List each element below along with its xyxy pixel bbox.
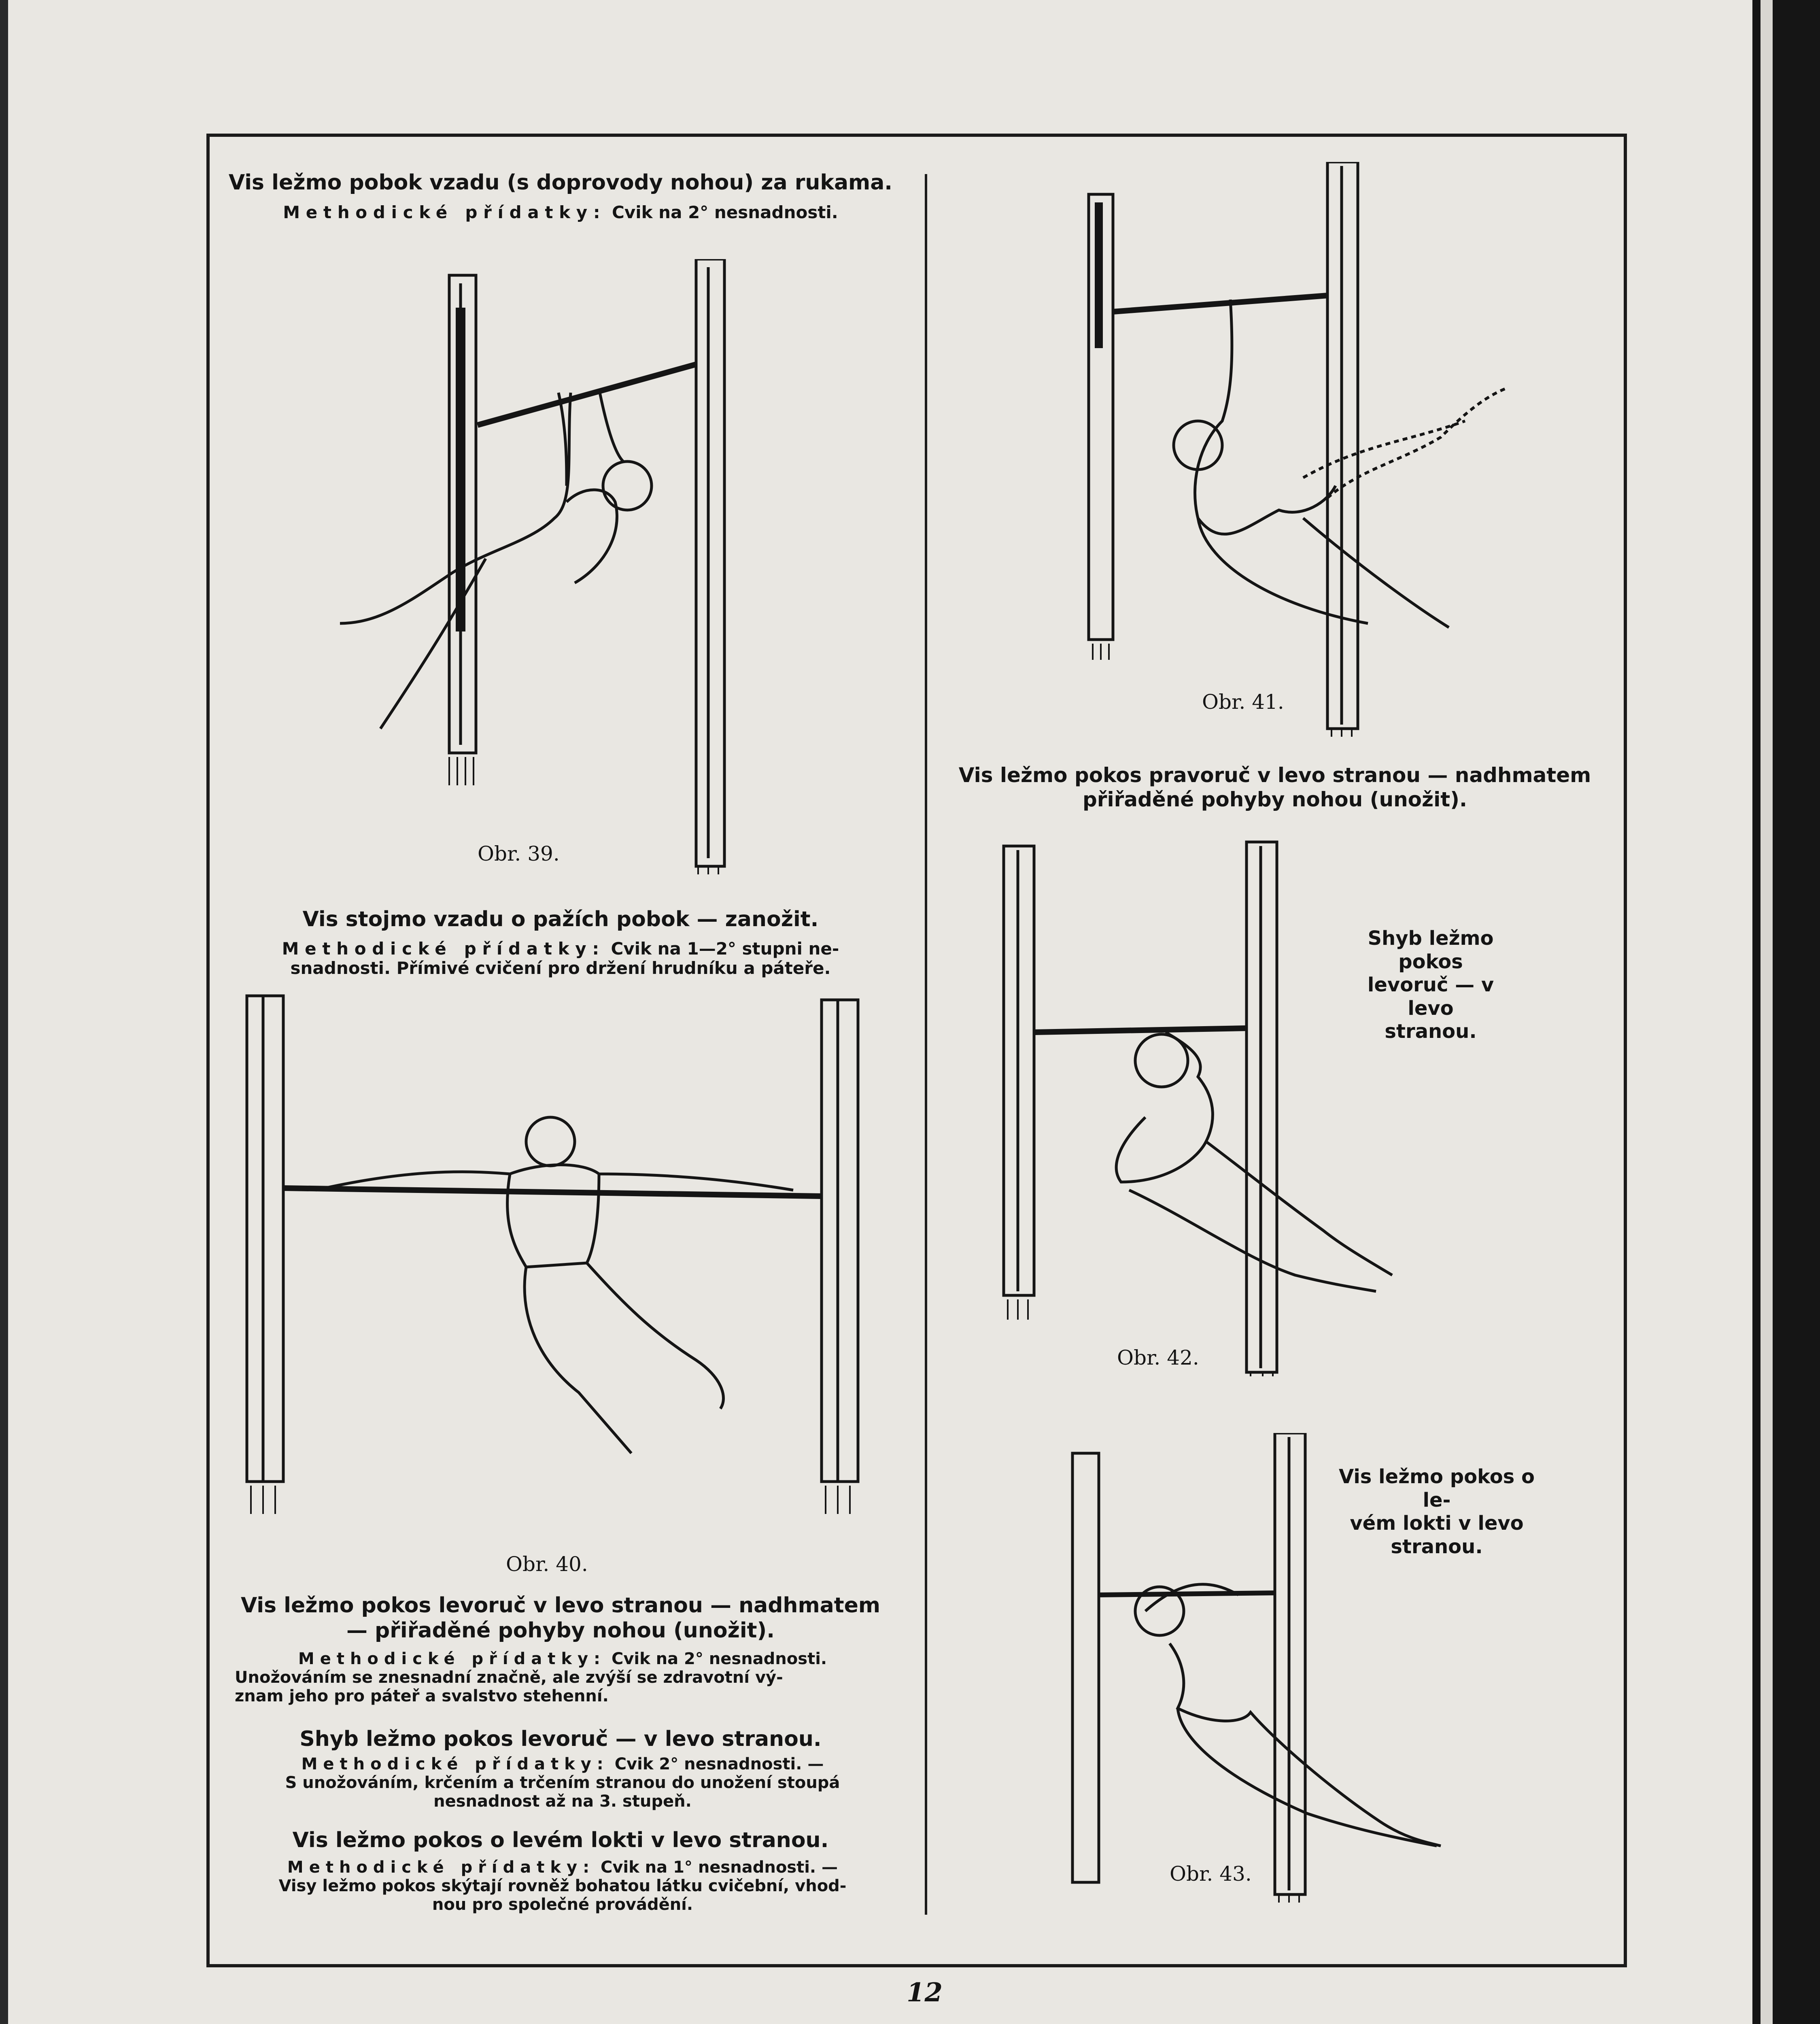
exercise-45-side-title bbox=[1350, 927, 1512, 1044]
note-text-1: Cvik na 2° nesnadnosti. bbox=[611, 1650, 827, 1668]
note-text-1: Cvik na 1° nesnadnosti. — bbox=[601, 1858, 838, 1877]
note-text: Cvik na 2° nesnadnosti. bbox=[612, 202, 838, 222]
title-line-3: stranou. bbox=[1391, 1535, 1483, 1558]
exercise-41-title bbox=[227, 1593, 894, 1643]
exercise-43-note bbox=[235, 1858, 890, 1914]
note-label: Methodické přídatky: bbox=[301, 1755, 609, 1773]
note-text-3: znam jeho pro páteř a svalstvo stehenní. bbox=[235, 1687, 609, 1705]
figure-41-caption: Obr. 41. bbox=[1202, 690, 1284, 714]
note-text-2: S unožováním, krčením a trčením stranou do unožení stoupá bbox=[285, 1773, 840, 1792]
title-line-1: Shyb ležmo pokos bbox=[1368, 927, 1494, 973]
note-text-2: Unožováním se znesnadní značně, ale zvýší se zdravotní vý- bbox=[235, 1668, 783, 1687]
scan-edge-left bbox=[0, 0, 8, 2024]
title-line-2: přiřaděné pohyby nohou (unožit). bbox=[1083, 788, 1467, 811]
note-label: Methodické přídatky: bbox=[287, 1858, 595, 1877]
note-label: Methodické přídatky: bbox=[283, 202, 606, 222]
note-text-1: Cvik na 1—2° stupni ne- bbox=[611, 939, 839, 959]
figure-40-caption: Obr. 40. bbox=[506, 1552, 588, 1576]
exercise-43-title: Vis ležmo pokos o levém lokti v levo stranou. bbox=[292, 1828, 829, 1852]
exercise-39-note bbox=[227, 202, 894, 223]
exercise-41-note bbox=[235, 1650, 890, 1705]
title-line-1: Vis ležmo pokos o le- bbox=[1339, 1465, 1535, 1512]
note-text-2: Visy ležmo pokos skýtají rovněž bohatou látku cvičební, vhod- bbox=[278, 1877, 847, 1895]
figure-40-illustration bbox=[235, 988, 890, 1526]
title-line-1: Vis ležmo pokos pravoruč v levo stranou — nadhmatem bbox=[958, 763, 1591, 787]
exercise-42-title: Shyb ležmo pokos levoruč — v levo stranou. bbox=[299, 1727, 822, 1751]
exercise-46-side-title bbox=[1336, 1465, 1538, 1558]
title-line-1: Vis ležmo pokos levoruč v levo stranou — nadhmatem bbox=[240, 1593, 881, 1618]
figure-42-illustration bbox=[988, 834, 1425, 1376]
note-label: Methodické přídatky: bbox=[282, 939, 605, 959]
exercise-39-title: Vis ležmo pobok vzadu (s doprovody nohou) za rukama. bbox=[228, 170, 893, 195]
title-line-2: vém lokti v levo bbox=[1350, 1512, 1524, 1535]
note-text-3: nou pro společné provádění. bbox=[432, 1895, 693, 1914]
column-divider bbox=[925, 174, 927, 1915]
exercise-42-note bbox=[235, 1755, 890, 1811]
figure-39-caption: Obr. 39. bbox=[478, 842, 560, 865]
exercise-44-title bbox=[935, 763, 1615, 812]
scan-edge-right bbox=[1752, 0, 1820, 2024]
note-text-3: nesnadnost až na 3. stupeň. bbox=[433, 1792, 692, 1811]
figure-43-caption: Obr. 43. bbox=[1170, 1862, 1252, 1886]
exercise-40-title: Vis stojmo vzadu o pažích pobok — zanožit. bbox=[302, 907, 819, 931]
title-line-2: — přiřaděné pohyby nohou (unožit). bbox=[346, 1618, 775, 1643]
exercise-40-note bbox=[227, 939, 894, 978]
title-line-2: levoruč — v levo bbox=[1367, 974, 1494, 1020]
figure-41-illustration bbox=[1077, 162, 1546, 737]
title-line-3: stranou. bbox=[1385, 1020, 1477, 1043]
note-label: Methodické přídatky: bbox=[298, 1650, 606, 1668]
figure-39-illustration bbox=[259, 259, 773, 874]
note-text-1: Cvik 2° nesnadnosti. — bbox=[614, 1755, 824, 1773]
page-number: 12 bbox=[907, 1977, 943, 2008]
figure-42-caption: Obr. 42. bbox=[1117, 1346, 1199, 1369]
note-text-2: snadnosti. Přímivé cvičení pro držení hrudníku a páteře. bbox=[290, 958, 831, 978]
